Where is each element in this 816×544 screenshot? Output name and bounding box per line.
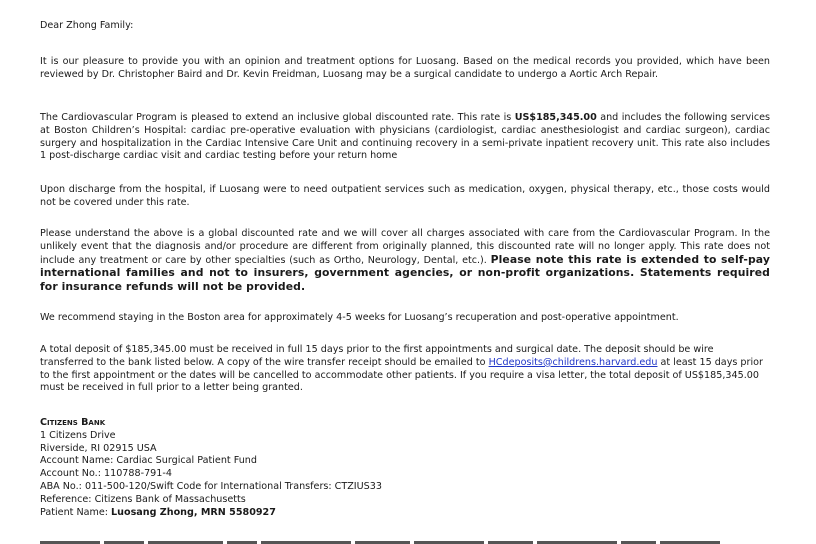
salutation: Dear Zhong Family: — [40, 20, 134, 31]
aba-swift-code: ABA No.: 011-500-120/Swift Code for International Transfers: CTZIUS33 — [40, 480, 382, 492]
bank-details — [40, 417, 770, 519]
account-name: Account Name: Cardiac Surgical Patient Fund — [40, 455, 257, 467]
deposit-email-link[interactable]: HCdeposits@childrens.harvard.edu — [488, 356, 658, 368]
account-number: Account No.: 110788-791-4 — [40, 468, 172, 480]
paragraph-outpatient: Upon discharge from the hospital, if Luosang were to need outpatient services such as medication, oxygen, physical therapy, etc., those costs would not be covered under this rate. — [40, 184, 770, 208]
self-pay-notice: Please note this rate is extended to self-pay international families and not to insurers, government agencies, or non-profit organizations. Statements required for insurance refunds will not be provided. — [40, 252, 770, 294]
deposit-text-continued: at least 15 days prior to the first appointment or the dates will be cancelled to accommodate other patients. If you require a visa letter, the total deposit of US$185,345.00 must be received in full prior to a letter being granted. — [40, 356, 763, 394]
paragraph-rate — [40, 112, 770, 163]
paragraph-deposit — [40, 344, 770, 395]
bank-reference: Reference: Citizens Bank of Massachusetts — [40, 493, 246, 505]
paragraph-stay: We recommend staying in the Boston area for approximately 4-5 weeks for Luosang’s recuperation and post-operative appointment. — [40, 312, 679, 323]
global-rate-text: Please understand the above is a global discounted rate and we will cover all charges associated with care from the Cardiovascular Program. In the unlikely event that the diagnosis and/or procedure are different from originally planned, this discounted rate will no longer apply. This rate does not include any treatment or care by other specialties (such as Ortho, Neurology, Dental, etc.). — [40, 228, 770, 266]
patient-name-label: Patient Name: — [40, 506, 112, 518]
bank-name: Citizens Bank — [40, 417, 106, 428]
rate-intro-text: The Cardiovascular Program is pleased to extend an inclusive global discounted rate. This rate is — [40, 112, 515, 123]
rate-amount: US$185,345.00 — [514, 112, 597, 123]
deposit-text: A total deposit of $185,345.00 must be received in full 15 days prior to the first appointments and surgical date. The deposit should be wire transferred to the bank listed below. A copy of the wire transfer receipt should be emailed to — [40, 344, 714, 368]
patient-name-value: Luosang Zhong, MRN 5580927 — [111, 506, 276, 518]
paragraph-global-rate — [40, 228, 770, 295]
patient-name-line — [40, 507, 770, 520]
bank-address-line1: 1 Citizens Drive — [40, 429, 116, 441]
bank-address-line2: Riverside, RI 02915 USA — [40, 442, 157, 454]
rate-services-text: and includes the following services at Boston Children’s Hospital: cardiac pre-operative evaluation with physicians (cardiologist, cardiac anesthesiologist and cardiac surgeon), cardiac surgery and hospitalization in the Cardiac Intensive Care Unit and continuing recovery in a semi-private inpatient recovery unit. This rate also includes 1 post-discharge cardiac visit and cardiac testing before your return home — [40, 112, 771, 162]
paragraph-opinion: It is our pleasure to provide you with an opinion and treatment options for Luosang. Based on the medical records you provided, which have been reviewed by Dr. Christopher Baird and Dr. Kevin Freidman, Luosang may be a surgical candidate to undergo a Aortic Arch Repair. — [40, 56, 770, 80]
cut-off-text-line — [40, 538, 770, 544]
